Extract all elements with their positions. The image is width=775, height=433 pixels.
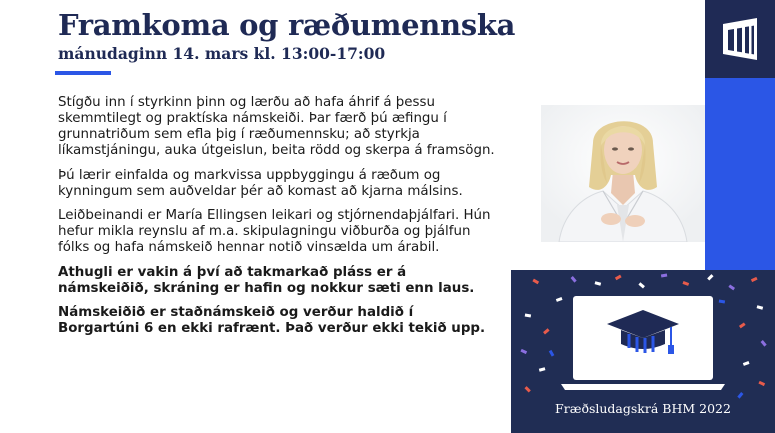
page-subtitle: mánudaginn 14. mars kl. 13:00-17:00 — [58, 44, 386, 63]
logo-block — [705, 0, 775, 78]
paragraph-location: Námskeiðið er staðnámskeið og verður haldið í Borgartúni 6 en ekki rafrænt. Það verður ekki tekið upp. — [58, 305, 486, 336]
page-title: Framkoma og ræðumennska — [58, 8, 516, 42]
paragraph-structure: Þú lærir einfalda og markvissa uppbyggingu á ræðum og kynningum sem auðveldar þér að komast að kjarna málsins. — [58, 167, 463, 199]
title-underline — [55, 71, 111, 75]
panel-caption: Fræðsludagskrá BHM 2022 — [555, 401, 731, 416]
body-text — [58, 95, 498, 346]
accent-strip — [705, 78, 775, 270]
paragraph-intro: Stígðu inn í styrkinn þinn og lærðu að hafa áhrif á þessu skemmtilegt og praktíska námskeiði. Þar færð þú æfingu í grunnatriðum sem efla þig í ræðumennsku; að styrkja líkamstjáningu, auka útgeislun, beita rödd og skerpa á framsögn. — [58, 95, 495, 158]
bhm-logo-icon — [722, 17, 758, 61]
instructor-portrait — [541, 105, 705, 242]
course-catalog-panel — [511, 270, 775, 433]
paragraph-instructor: Leiðbeinandi er María Ellingsen leikari og stjórnendaþjálfari. Hún hefur mikla reynslu af m.a. skipulagningu viðburða og þjálfun fólks og hafa námskeið hennar notið vinsælda um árabil. — [58, 208, 491, 255]
paragraph-notice: Athugli er vakin á því að takmarkað pláss er á námskeiðið, skráning er hafin og nokkur sæti enn laus. — [58, 264, 475, 296]
